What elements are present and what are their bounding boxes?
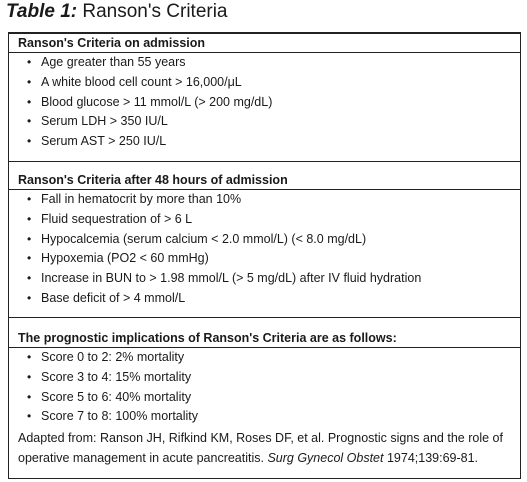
section-heading-prognosis: The prognostic implications of Ranson's Criteria are as follows: <box>18 331 397 345</box>
bullet-icon: • <box>27 211 32 226</box>
bullet-icon: • <box>27 74 32 89</box>
list-item <box>9 73 520 93</box>
section-heading-48-hours: Ranson's Criteria after 48 hours of admission <box>18 173 288 187</box>
list-item-text: Fluid sequestration of > 6 L <box>41 211 193 226</box>
bullet-icon: • <box>27 409 32 424</box>
list-item <box>9 407 520 427</box>
prognosis-list <box>9 348 520 427</box>
list-item-text: Serum LDH > 350 IU/L <box>41 114 168 129</box>
list-item-text: Increase in BUN to > 1.98 mmol/L (> 5 mg/dL) after IV fluid hydration <box>41 271 422 286</box>
ranson-criteria-table <box>8 32 521 479</box>
list-item <box>9 249 520 269</box>
bullet-icon: • <box>27 114 32 129</box>
admission-criteria-list <box>9 53 520 152</box>
list-item <box>9 348 520 368</box>
bullet-icon: • <box>27 350 32 364</box>
bullet-icon: • <box>27 55 32 69</box>
list-item <box>9 53 520 73</box>
48-hour-criteria-list <box>9 190 520 309</box>
list-item <box>9 210 520 230</box>
list-item-text: Score 5 to 6: 40% mortality <box>41 389 192 404</box>
prognosis-rule-top <box>9 317 520 318</box>
list-item <box>9 112 520 132</box>
bullet-icon: • <box>27 134 32 149</box>
bullet-icon: • <box>27 231 32 246</box>
list-item-text: Hypoxemia (PO2 < 60 mmHg) <box>41 251 209 266</box>
list-item-text: Fall in hematocrit by more than 10% <box>41 192 242 206</box>
list-item-text: Age greater than 55 years <box>41 55 186 69</box>
footnote-citation: 1974;139:69-81. <box>383 451 479 465</box>
list-item <box>9 230 520 250</box>
footnote-journal: Surg Gynecol Obstet <box>267 451 384 465</box>
list-item-text: Score 7 to 8: 100% mortality <box>41 409 199 424</box>
bullet-icon: • <box>27 389 32 404</box>
list-item-text: Blood glucose > 11 mmol/L (> 200 mg/dL) <box>41 94 273 109</box>
bullet-icon: • <box>27 251 32 266</box>
bullet-icon: • <box>27 192 32 206</box>
source-footnote <box>18 428 518 468</box>
list-item <box>9 289 520 309</box>
list-item-text: Score 0 to 2: 2% mortality <box>41 350 185 364</box>
bullet-icon: • <box>27 94 32 109</box>
table-title <box>6 0 228 24</box>
list-item-text: Hypocalcemia (serum calcium < 2.0 mmol/L) (< 8.0 mg/dL) <box>41 231 367 246</box>
list-item-text: A white blood cell count > 16,000/μL <box>41 74 242 89</box>
table-title-label: Table 1: <box>6 1 78 22</box>
list-item-text: Score 3 to 4: 15% mortality <box>41 369 192 384</box>
list-item-text: Base deficit of > 4 mmol/L <box>41 290 186 305</box>
list-item <box>9 368 520 388</box>
table-title-text: Ranson's Criteria <box>82 1 228 22</box>
bullet-icon: • <box>27 290 32 305</box>
list-item-text: Serum AST > 250 IU/L <box>41 134 167 149</box>
bullet-icon: • <box>27 369 32 384</box>
list-item <box>9 93 520 113</box>
section-heading-admission: Ranson's Criteria on admission <box>18 36 206 50</box>
list-item <box>9 388 520 408</box>
bullet-icon: • <box>27 271 32 286</box>
footnote-text: Adapted from: Ranson JH, Rifkind KM, Roses DF, et al. Prognostic signs and the role of operative management in acute pancreatitis. <box>18 431 503 465</box>
section-rule-top <box>9 161 520 162</box>
list-item <box>9 190 520 210</box>
list-item <box>9 132 520 152</box>
list-item <box>9 269 520 289</box>
